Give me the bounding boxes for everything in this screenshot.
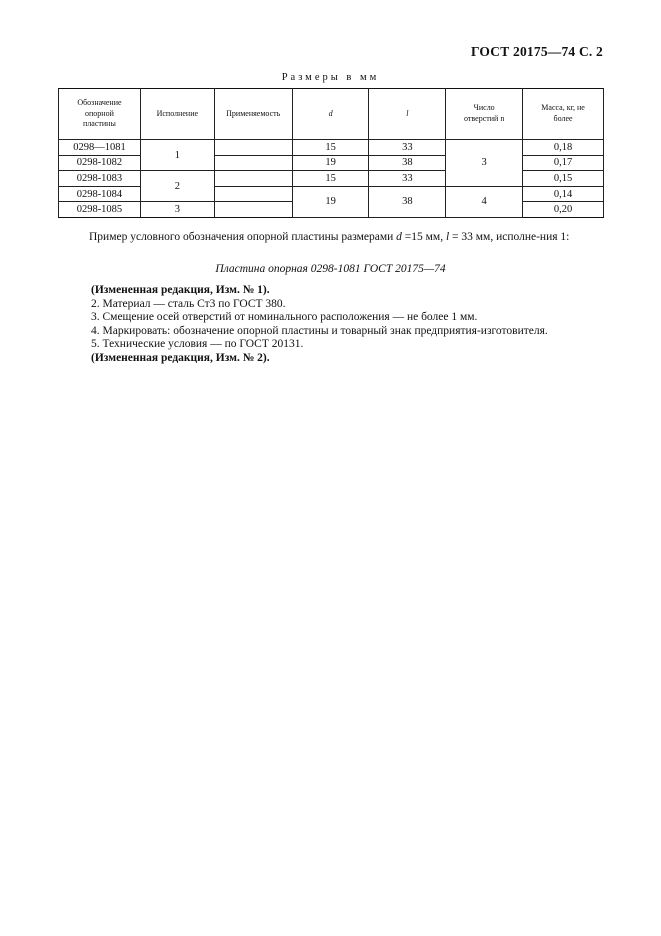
col-header-holes: Число отверстий n bbox=[446, 89, 523, 140]
col-header-version: Исполнение bbox=[140, 89, 214, 140]
cell-designation: 0298-1084 bbox=[59, 186, 141, 202]
table-row bbox=[59, 186, 604, 202]
cell-version: 3 bbox=[140, 202, 214, 218]
cell-usage bbox=[214, 202, 292, 218]
cell-holes: 4 bbox=[446, 186, 523, 217]
cell-l: 38 bbox=[369, 155, 446, 171]
note-hole-offset: 3. Смещение осей отверстий от номинального расположения — не более 1 мм. bbox=[91, 311, 478, 324]
cell-designation: 0298-1083 bbox=[59, 171, 141, 187]
col-header-usage: Применяемость bbox=[214, 89, 292, 140]
table-row bbox=[59, 140, 604, 156]
cell-l: 33 bbox=[369, 140, 446, 156]
cell-designation: 0298-1085 bbox=[59, 202, 141, 218]
cell-d: 19 bbox=[292, 155, 369, 171]
col-header-l: l bbox=[369, 89, 446, 140]
col-header-designation: Обозначение опорной пластины bbox=[59, 89, 141, 140]
cell-mass: 0,18 bbox=[523, 140, 604, 156]
note-material: 2. Материал — сталь Ст3 по ГОСТ 380. bbox=[91, 297, 286, 310]
cell-d: 15 bbox=[292, 171, 369, 187]
example-paragraph: Пример условного обозначения опорной пластины размерами d =15 мм, l = 33 мм, исполне-ния 1: bbox=[89, 231, 570, 243]
col-header-mass: Масса, кг, не более bbox=[523, 89, 604, 140]
table-row bbox=[59, 155, 604, 171]
table-row bbox=[59, 171, 604, 187]
cell-mass: 0,15 bbox=[523, 171, 604, 187]
cell-mass: 0,17 bbox=[523, 155, 604, 171]
cell-mass: 0,14 bbox=[523, 186, 604, 202]
page-header: ГОСТ 20175—74 С. 2 bbox=[470, 44, 603, 59]
cell-designation: 0298-1082 bbox=[59, 155, 141, 171]
cell-holes: 3 bbox=[446, 140, 523, 187]
note-technical-conditions: 5. Технические условия — по ГОСТ 20131. bbox=[91, 338, 304, 351]
cell-mass: 0,20 bbox=[523, 202, 604, 218]
notes-list bbox=[91, 284, 611, 366]
revision-note-2: (Измененная редакция, Изм. № 2). bbox=[91, 351, 270, 364]
cell-d: 15 bbox=[292, 140, 369, 156]
cell-usage bbox=[214, 171, 292, 187]
note-marking: 4. Маркировать: обозначение опорной пластины и товарный знак предприятия-изготовителя. bbox=[91, 324, 548, 337]
revision-note-1: (Измененная редакция, Изм. № 1). bbox=[91, 284, 270, 296]
dimensions-table bbox=[58, 88, 604, 218]
cell-d: 19 bbox=[292, 186, 369, 217]
example-designation: Пластина опорная 0298-1081 ГОСТ 20175—74 bbox=[215, 263, 446, 275]
cell-version: 2 bbox=[140, 171, 214, 202]
table-caption: Размеры в мм bbox=[281, 72, 380, 83]
table-header-row bbox=[59, 89, 604, 140]
cell-usage bbox=[214, 186, 292, 202]
cell-l: 38 bbox=[369, 186, 446, 217]
cell-version: 1 bbox=[140, 140, 214, 171]
cell-usage bbox=[214, 140, 292, 156]
cell-l: 33 bbox=[369, 171, 446, 187]
cell-designation: 0298—1081 bbox=[59, 140, 141, 156]
cell-usage bbox=[214, 155, 292, 171]
col-header-d: d bbox=[292, 89, 369, 140]
